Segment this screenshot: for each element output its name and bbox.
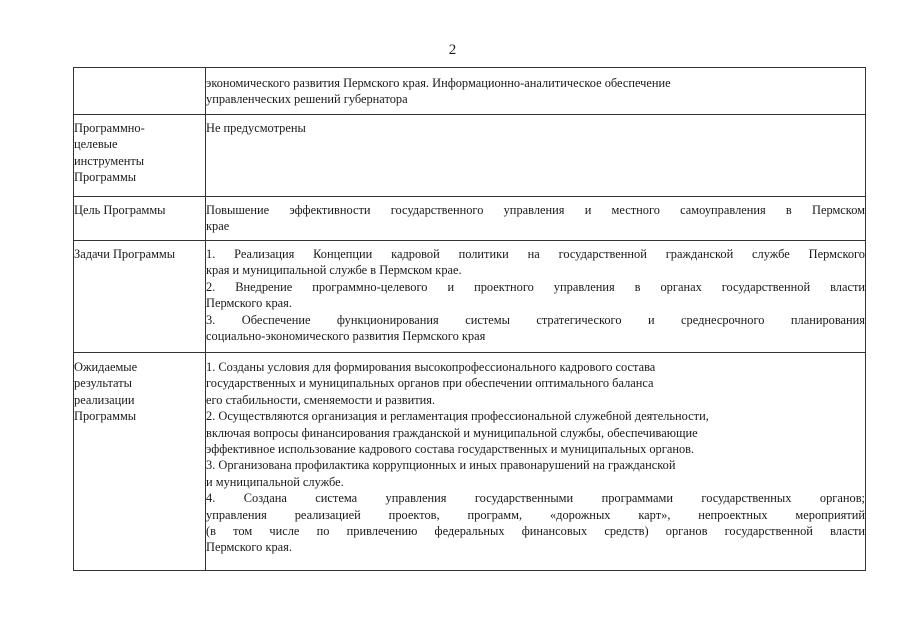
row-label-cell — [74, 353, 206, 571]
label-line: Программно- — [74, 121, 145, 135]
content-line: 1. Созданы условия для формирования высокопрофессионального кадрового состава — [206, 360, 656, 374]
content-line: Пермского края. — [206, 540, 292, 555]
content-line: Пермского края. — [206, 296, 292, 311]
content-line: крае — [206, 219, 230, 234]
row-label-cell — [74, 197, 206, 241]
program-passport-table — [73, 67, 866, 571]
content-line: включая вопросы финансирования гражданской и муниципальной службы, обеспечивающие — [206, 425, 698, 440]
row-content-cell — [206, 241, 866, 353]
content-line: 3. Организована профилактика коррупционных и иных правонарушений на гражданской — [206, 458, 676, 473]
content-line: 2. Внедрение программно-целевого и проектного управления в органах государственной власти — [206, 279, 865, 294]
content-line: экономического развития Пермского края. Информационно-аналитическое обеспечение — [206, 76, 671, 90]
content-line: 4. Создана система управления государственными программами государственных органов; — [206, 491, 865, 506]
row-content-cell — [206, 197, 866, 241]
table-row-continuation — [74, 68, 866, 115]
row-label-cell — [74, 115, 206, 197]
row-content-cell — [206, 353, 866, 571]
label-line: Ожидаемые — [74, 360, 138, 374]
label-line: инструменты — [74, 153, 145, 168]
content-line: (в том числе по привлечению федеральных финансовых средств) органов государственной власти — [206, 524, 865, 539]
content-line: 3. Обеспечение функционирования системы стратегического и среднесрочного планирования — [206, 312, 865, 327]
content-line: края и муниципальной службе в Пермском крае. — [206, 263, 462, 278]
row-label-cell — [74, 68, 206, 115]
content-line: государственных и муниципальных органов при обеспечении оптимального баланса — [206, 376, 654, 391]
content-line: управленческих решений губернатора — [206, 92, 408, 107]
content-line: 2. Осуществляются организация и регламентация профессиональной служебной деятельности, — [206, 409, 709, 424]
row-content-cell — [206, 68, 866, 115]
table-row-tools — [74, 115, 866, 197]
table-row-results — [74, 353, 866, 571]
label-line: Программы — [74, 170, 137, 185]
label-line: Программы — [74, 409, 137, 424]
page-number: 2 — [448, 42, 457, 58]
content-line: Не предусмотрены — [206, 121, 306, 135]
label-line: Задачи Программы — [74, 247, 176, 261]
label-line: реализации — [74, 392, 135, 407]
content-line: управления реализацией проектов, программ, «дорожных карт», непроектных мероприятий — [206, 507, 865, 522]
label-line: Цель Программы — [74, 203, 166, 217]
row-content-cell — [206, 115, 866, 197]
content-line: эффективное использование кадрового состава государственных и муниципальных органов. — [206, 442, 695, 457]
table-row-goal — [74, 197, 866, 241]
label-line: целевые — [74, 137, 118, 152]
row-label-cell — [74, 241, 206, 353]
content-line: и муниципальной службе. — [206, 474, 344, 489]
content-line: 1. Реализация Концепции кадровой политики на государственной гражданской службе Пермского — [206, 247, 865, 261]
table-row-tasks — [74, 241, 866, 353]
content-line: его стабильности, сменяемости и развития. — [206, 392, 436, 407]
content-line: Повышение эффективности государственного управления и местного самоуправления в Пермском — [206, 203, 865, 217]
content-line: социально-экономического развития Пермского края — [206, 329, 486, 344]
label-line: результаты — [74, 376, 132, 391]
